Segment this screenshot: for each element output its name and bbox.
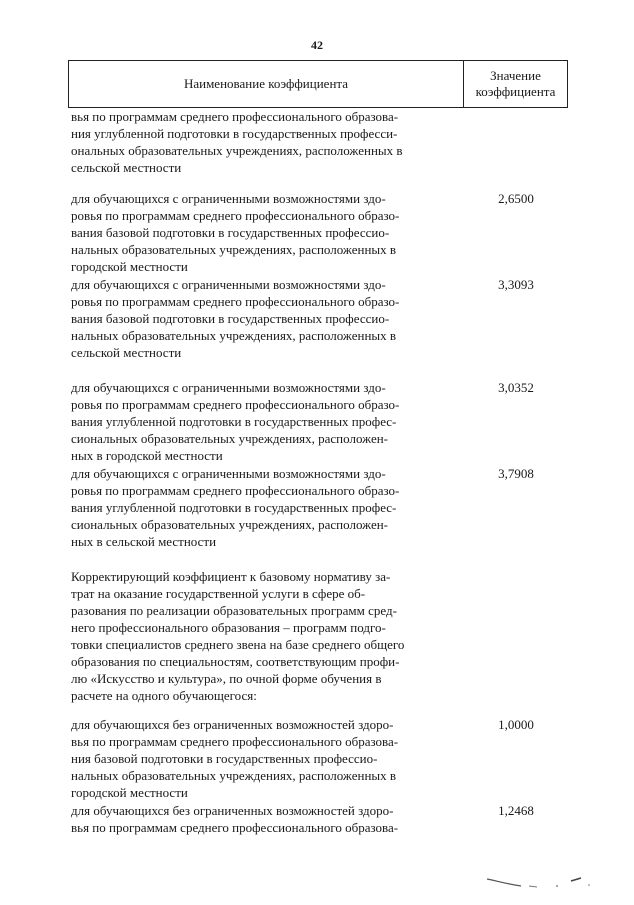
row-value: 1,2468 [498,803,534,818]
column-header-name: Наименование коэффициента [69,61,464,107]
scan-smudge [485,875,595,889]
page-number: 42 [311,38,323,52]
row-value: 3,3093 [498,277,534,292]
column-header-value: Значение коэффициента [475,68,556,99]
row-description: вья по программам среднего профессионального образова- ния углубленной подготовки в государственных професси- ональных образовательных учреждениях, расположенных в сельской местности [71,109,403,175]
row-description: для обучающихся с ограниченными возможностями здо- ровья по программам среднего профессионального образо- вания углубленной подготовки в государственных профес- сиональных образовательных учреждениях, расположен- ных в городской местности [71,380,400,463]
row-value: 1,0000 [498,717,534,732]
row-description: для обучающихся без ограниченных возможностей здоро- вья по программам среднего профессионального образова- [71,803,399,835]
row-description: для обучающихся с ограниченными возможностями здо- ровья по программам среднего профессионального образо- вания углубленной подготовки в государственных профес- сиональных образовательных учреждениях, расположен- ных в сельской местности [71,466,400,549]
row-description: Корректирующий коэффициент к базовому нормативу за- трат на оказание государственной услуги в сфере об- разования по реализации образовательных программ сред- него профессионального образования – программ подго- товки специалистов среднего звена на базе среднего общего образования по специальностям, соответствующим профи- лю «Искусство и культура», по очной форме обучения в расчете на одного обучающегося: [71,569,405,703]
row-description: для обучающихся без ограниченных возможностей здоро- вья по программам среднего профессионального образова- ния базовой подготовки в государственных профессио- нальных образовательных учреждениях, расположенных в городской местности [71,717,399,800]
row-value: 3,7908 [498,466,534,481]
row-value: 3,0352 [498,380,534,395]
row-value: 2,6500 [498,191,534,206]
row-description: для обучающихся с ограниченными возможностями здо- ровья по программам среднего профессионального образо- вания базовой подготовки в государственных профессио- нальных образовательных учреждениях, расположенных в городской местности [71,191,400,274]
row-description: для обучающихся с ограниченными возможностями здо- ровья по программам среднего профессионального образо- вания базовой подготовки в государственных профессио- нальных образовательных учреждениях, расположенных в сельской местности [71,277,400,360]
table-header [68,60,568,108]
